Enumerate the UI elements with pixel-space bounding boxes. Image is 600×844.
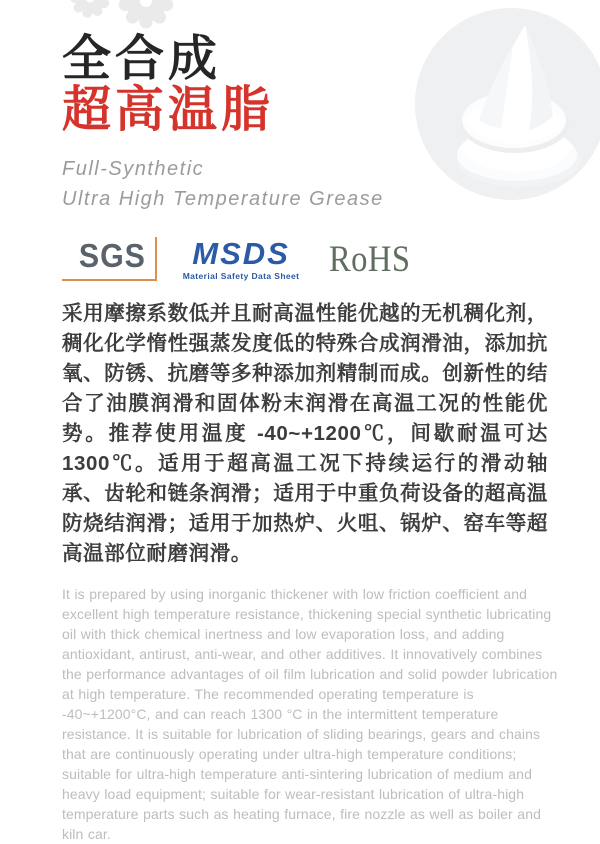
certification-logos — [62, 234, 548, 286]
rohs-logo — [329, 241, 410, 279]
product-subtitle-en — [62, 154, 548, 214]
subtitle-line1: Full-Synthetic — [62, 158, 205, 180]
subtitle-line2: Ultra High Temperature Grease — [62, 188, 384, 210]
sgs-logo — [62, 239, 157, 281]
msds-logo-text: MSDS — [192, 236, 290, 271]
msds-logo-subtext: Material Safety Data Sheet — [182, 271, 300, 281]
product-sheet — [62, 32, 558, 844]
description-chinese: 采用摩擦系数低并且耐高温性能优越的无机稠化剂，稠化化学惰性强蒸发度低的特殊合成润滑油，添加抗氧、防锈、抗磨等多种添加剂精制而成。创新性的结合了油膜润滑和固体粉末润滑在高温工况的性能优势。推荐使用温度 -40~+1200℃，间歇耐温可达 1300℃。适用于超高温工况下持续运行的滑动轴承、齿轮和链条润滑；适用于中重负荷设备的超高温防烧结润滑；适用于加热炉、火咀、锅炉、窑车等超高温部位耐磨润滑。 — [62, 302, 548, 565]
sgs-logo-text: SGS — [78, 237, 146, 274]
product-title-cn-line2: 超高温脂 — [62, 83, 275, 137]
sgs-logo-accent-line — [155, 237, 157, 281]
product-title-cn-line1: 全合成 — [62, 32, 222, 86]
description-english: It is prepared by using inorganic thickener with low friction coefficient and excellent high temperature resistance, thickening special synthetic lubricating oil with thick chemical inertness and low evaporation loss, and adding antioxidant, antirust, anti-wear, and other additives. It innovatively combines the performance advantages of oil film lubrication and solid powder lubrication at high temperature. The recommended operating temperature is -40~+1200°C, and can reach 1300 °C in the intermittent temperature resistance. It is suitable for lubrication of sliding bearings, gears and chains that are continuously operating under ultra-high temperature conditions; suitable for ultra-high temperature anti-sintering lubrication of medium and heavy load equipment; suitable for wear-resistant lubrication of ultra-high temperature parts such as heating furnace, fire nozzle as well as boiler and kiln car. — [62, 586, 558, 842]
rohs-logo-text: RoHS — [329, 239, 411, 280]
msds-logo — [182, 236, 300, 281]
